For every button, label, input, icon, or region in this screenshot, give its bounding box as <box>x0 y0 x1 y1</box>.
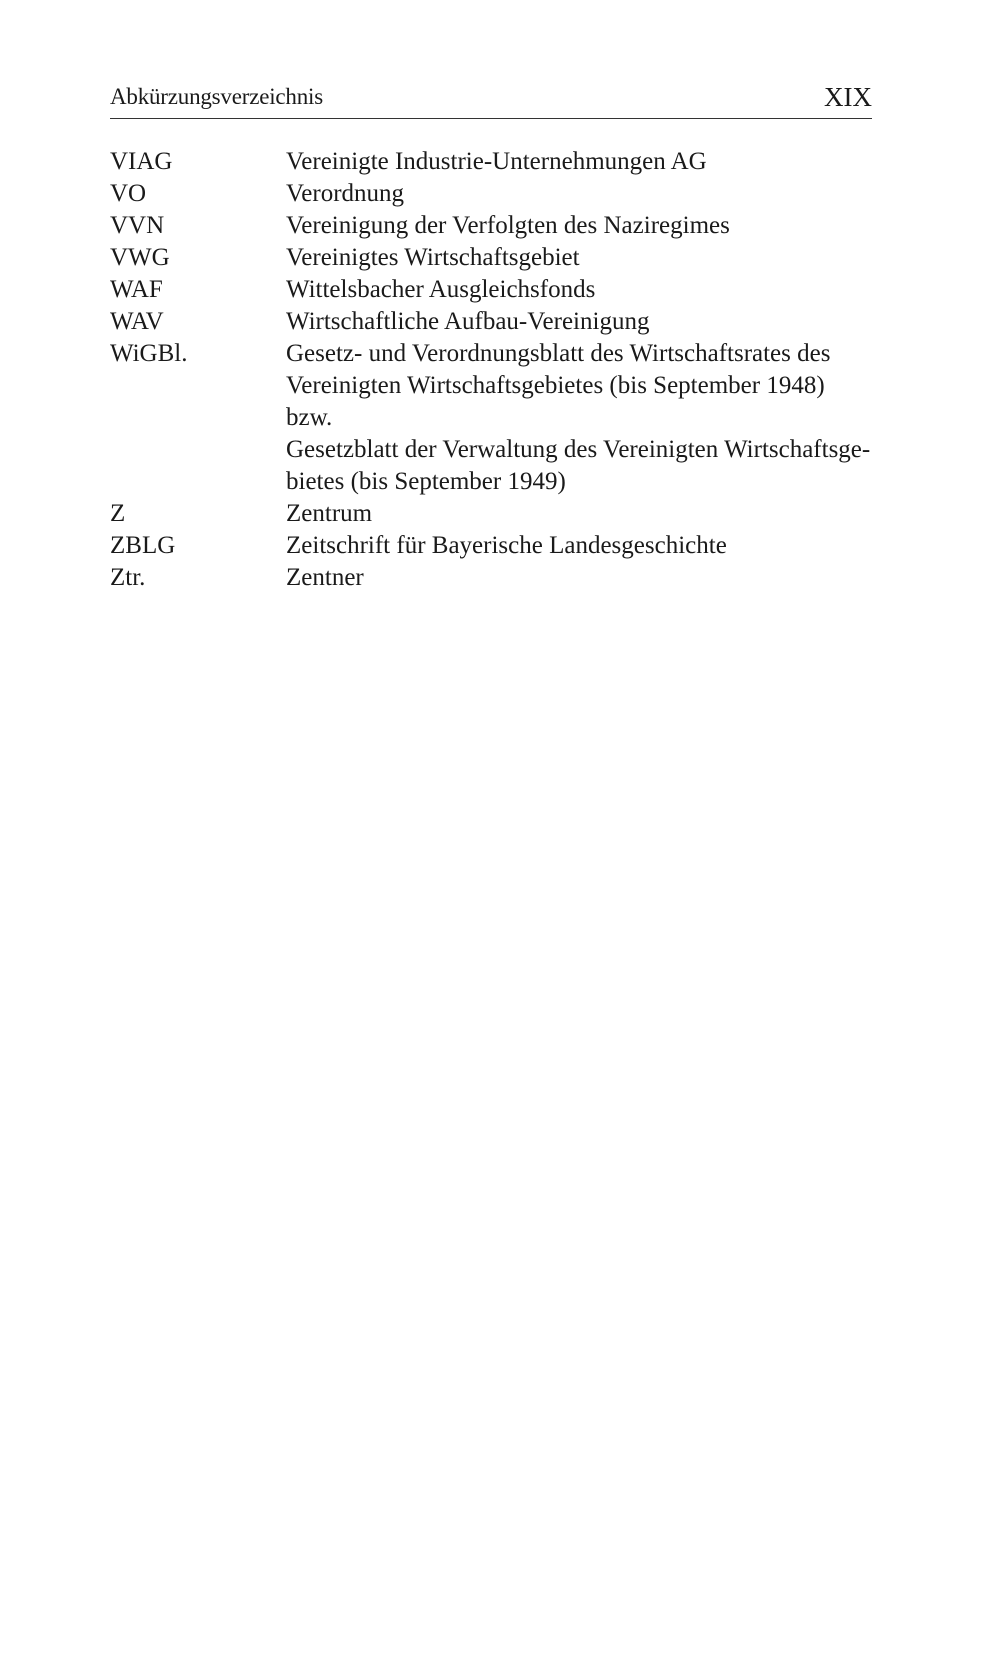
running-head <box>110 82 872 119</box>
abbreviation-expansion: Vereinigte Industrie-Unternehmungen AG <box>286 148 707 175</box>
abbreviation-expansion: Wittelsbacher Ausgleichsfonds <box>286 276 596 303</box>
abbreviation-expansion: Zeitschrift für Bayerische Landesgeschichte <box>286 532 727 559</box>
abbreviation: WAV <box>110 308 164 335</box>
abbreviation-entry <box>110 530 872 562</box>
abbreviation-entry <box>110 306 872 338</box>
abbreviation-entry <box>110 562 872 594</box>
abbreviation-entry <box>110 498 872 530</box>
page-number: XIX <box>824 82 872 112</box>
abbreviation-entry <box>110 146 872 178</box>
abbreviation-entry <box>110 242 872 274</box>
abbreviation: VWG <box>110 244 170 271</box>
abbreviation: Z <box>110 500 126 527</box>
abbreviation-list <box>110 146 872 594</box>
abbreviation-expansion: Vereinigung der Verfolgten des Naziregimes <box>286 212 730 239</box>
abbreviation-entry <box>110 210 872 242</box>
abbreviation-expansion: Zentner <box>286 564 364 591</box>
abbreviation: WAF <box>110 276 163 303</box>
abbreviation-expansion: Vereinigtes Wirtschaftsgebiet <box>286 244 580 271</box>
abbreviation: VO <box>110 180 147 207</box>
abbreviation-expansion: Gesetz- und Verordnungsblatt des Wirtschaftsrates des Vereinigten Wirtschaftsgebietes (bis September 1948) bzw. Gesetzblatt der Verwaltung des Vereinigten Wirtschaftsge- bietes (bis September 1949) <box>286 340 871 495</box>
abbreviation-expansion: Zentrum <box>286 500 373 527</box>
abbreviation: Ztr. <box>110 564 146 591</box>
abbreviation: VIAG <box>110 148 173 175</box>
abbreviation-entry <box>110 274 872 306</box>
abbreviation-expansion: Verordnung <box>286 180 405 207</box>
abbreviation-entry <box>110 338 872 498</box>
abbreviation: VVN <box>110 212 165 239</box>
abbreviation: ZBLG <box>110 532 176 559</box>
abbreviation: WiGBl. <box>110 340 188 367</box>
running-head-title: Abkürzungsverzeichnis <box>110 84 323 109</box>
abbreviation-entry <box>110 178 872 210</box>
abbreviation-expansion: Wirtschaftliche Aufbau-Vereinigung <box>286 308 650 335</box>
